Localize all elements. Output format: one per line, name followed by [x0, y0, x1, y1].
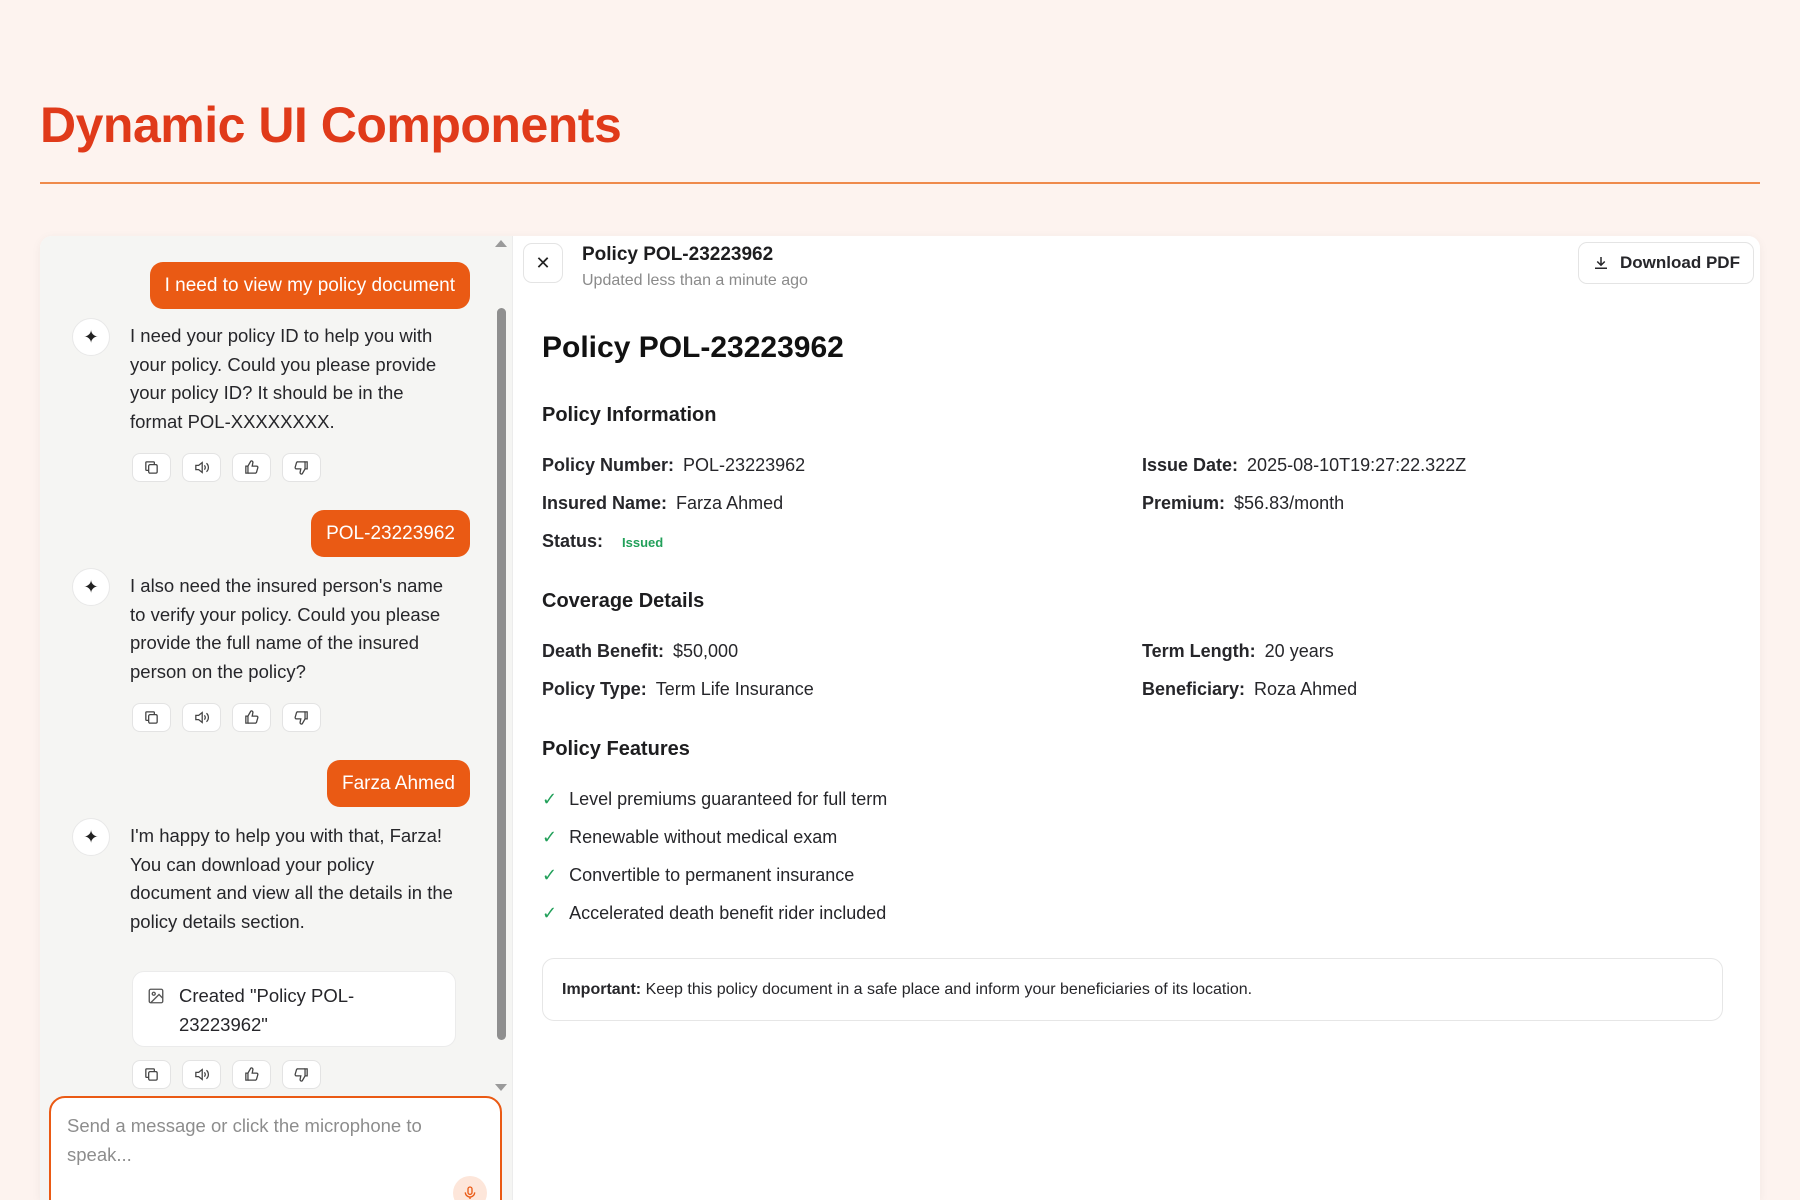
field-status	[542, 531, 663, 552]
feature-item	[542, 827, 837, 848]
scrollbar-thumb[interactable]	[497, 308, 506, 1040]
speaker-icon	[193, 459, 210, 476]
field-label: Premium:	[1142, 493, 1226, 513]
app-window	[40, 236, 1760, 1200]
copy-icon	[143, 459, 160, 476]
field-value: 20 years	[1264, 641, 1334, 661]
document-updated-time: Updated less than a minute ago	[582, 272, 808, 289]
important-notice	[542, 958, 1723, 1021]
field-insured-name	[542, 493, 783, 514]
notice-label: Important:	[562, 981, 642, 998]
copy-button[interactable]	[132, 453, 171, 482]
feature-item	[542, 789, 887, 810]
field-value: $50,000	[673, 641, 739, 661]
field-label: Insured Name:	[542, 493, 668, 513]
field-value: Roza Ahmed	[1254, 679, 1358, 699]
field-policy-type	[542, 679, 814, 700]
speaker-icon	[193, 1066, 210, 1083]
policy-document-panel	[513, 236, 1760, 1200]
thumbs-down-button[interactable]	[282, 1060, 321, 1089]
download-icon	[1592, 254, 1610, 272]
field-value: $56.83/month	[1234, 493, 1345, 513]
thumbs-down-icon	[293, 709, 310, 726]
check-icon: ✓	[542, 789, 558, 809]
close-icon: ✕	[535, 252, 551, 273]
scroll-down-arrow[interactable]	[495, 1084, 507, 1091]
copy-button[interactable]	[132, 703, 171, 732]
thumbs-up-button[interactable]	[232, 703, 271, 732]
thumbs-down-button[interactable]	[282, 453, 321, 482]
field-label: Death Benefit:	[542, 641, 665, 661]
page-title: Dynamic UI Components	[40, 97, 622, 153]
thumbs-up-icon	[243, 1066, 260, 1083]
field-label: Issue Date:	[1142, 455, 1239, 475]
close-button[interactable]	[523, 243, 563, 283]
assistant-message: I need your policy ID to help you with your policy. Could you please provide your policy ID? It should be in the format POL-XXXXXXXX.	[130, 325, 437, 432]
field-label: Policy Type:	[542, 679, 647, 699]
microphone-icon	[462, 1185, 478, 1200]
check-icon: ✓	[542, 827, 558, 847]
notice-text: Keep this policy document in a safe place and inform your beneficiaries of its location.	[645, 981, 1253, 998]
assistant-avatar-icon: ✦	[72, 818, 110, 856]
copy-icon	[143, 1066, 160, 1083]
feature-text: Convertible to permanent insurance	[569, 865, 855, 885]
assistant-avatar-icon: ✦	[72, 568, 110, 606]
feature-text: Level premiums guaranteed for full term	[569, 789, 888, 809]
scroll-up-arrow[interactable]	[495, 240, 507, 247]
assistant-message: I'm happy to help you with that, Farza! You can download your policy document and view all the details in the policy details section.	[130, 825, 453, 932]
copy-button[interactable]	[132, 1060, 171, 1089]
message-actions	[132, 453, 321, 482]
speaker-icon	[193, 709, 210, 726]
read-aloud-button[interactable]	[182, 453, 221, 482]
read-aloud-button[interactable]	[182, 1060, 221, 1089]
thumbs-up-button[interactable]	[232, 453, 271, 482]
section-title-policy-information: Policy Information	[542, 404, 717, 426]
read-aloud-button[interactable]	[182, 703, 221, 732]
message-actions	[132, 1060, 321, 1089]
thumbs-down-icon	[293, 1066, 310, 1083]
field-term-length	[1142, 641, 1334, 662]
field-label: Beneficiary:	[1142, 679, 1246, 699]
chat-panel	[40, 236, 512, 1200]
thumbs-down-button[interactable]	[282, 703, 321, 732]
image-icon	[147, 987, 165, 1005]
thumbs-up-button[interactable]	[232, 1060, 271, 1089]
section-title-coverage-details: Coverage Details	[542, 590, 705, 612]
thumbs-down-icon	[293, 459, 310, 476]
assistant-message: I also need the insured person's name to verify your policy. Could you please provide the full name of the insured person on the policy?	[130, 575, 444, 682]
user-message: POL-23223962	[311, 510, 470, 557]
artifact-label: Created "Policy POL-23223962"	[179, 985, 355, 1035]
download-pdf-label: Download PDF	[1620, 253, 1740, 272]
thumbs-up-icon	[243, 709, 260, 726]
feature-item	[542, 865, 854, 886]
user-message: Farza Ahmed	[327, 760, 470, 807]
check-icon: ✓	[542, 865, 558, 885]
field-value: 2025-08-10T19:27:22.322Z	[1247, 455, 1467, 475]
field-beneficiary	[1142, 679, 1357, 700]
message-input[interactable]	[67, 1112, 477, 1172]
field-premium	[1142, 493, 1344, 514]
title-divider	[40, 182, 1760, 184]
microphone-button[interactable]	[453, 1176, 487, 1200]
field-value: POL-23223962	[683, 455, 806, 475]
check-icon: ✓	[542, 903, 558, 923]
field-policy-number	[542, 455, 805, 476]
field-issue-date	[1142, 455, 1466, 476]
field-label: Term Length:	[1142, 641, 1256, 661]
field-label: Policy Number:	[542, 455, 675, 475]
field-death-benefit	[542, 641, 738, 662]
status-badge: Issued	[622, 535, 664, 550]
message-composer	[49, 1096, 502, 1200]
field-value: Term Life Insurance	[655, 679, 814, 699]
document-header-title: Policy POL-23223962	[582, 244, 774, 265]
message-actions	[132, 703, 321, 732]
assistant-avatar-icon: ✦	[72, 318, 110, 356]
download-pdf-button[interactable]	[1578, 242, 1754, 284]
thumbs-up-icon	[243, 459, 260, 476]
section-title-policy-features: Policy Features	[542, 738, 690, 760]
field-value: Farza Ahmed	[676, 493, 784, 513]
feature-item	[542, 903, 886, 924]
copy-icon	[143, 709, 160, 726]
artifact-card[interactable]	[132, 971, 456, 1047]
document-title: Policy POL-23223962	[542, 331, 844, 364]
feature-text: Accelerated death benefit rider included	[569, 903, 887, 923]
feature-text: Renewable without medical exam	[569, 827, 838, 847]
field-label: Status:	[542, 531, 604, 551]
user-message: I need to view my policy document	[150, 262, 470, 309]
